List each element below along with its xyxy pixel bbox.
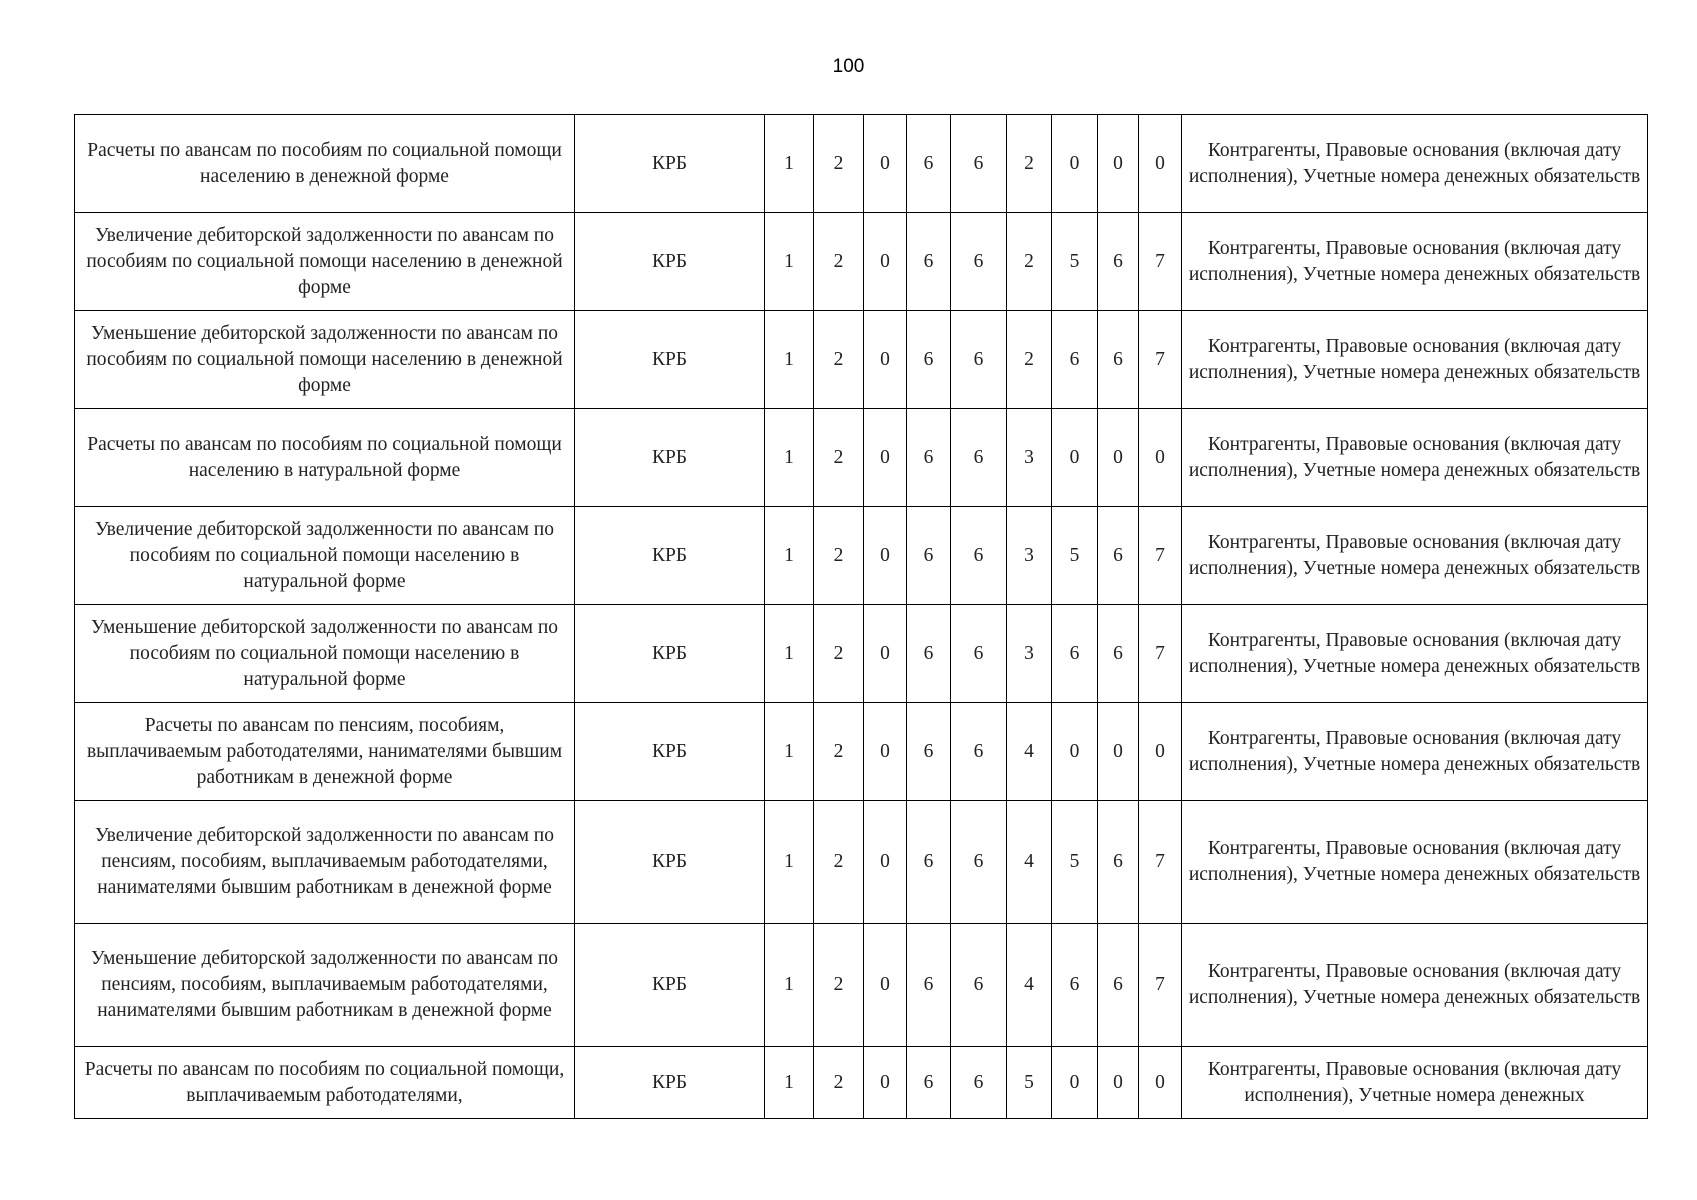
table-row xyxy=(75,115,1648,213)
digit-cell: 6 xyxy=(907,213,951,311)
digit-cell: 5 xyxy=(1052,801,1098,924)
digit-cell: 7 xyxy=(1139,801,1182,924)
digit-cell: 6 xyxy=(951,801,1007,924)
digit-cell: 6 xyxy=(1098,311,1139,409)
digit-cell: 1 xyxy=(765,213,814,311)
digit-cell: 5 xyxy=(1007,1047,1052,1119)
digit-cell: 1 xyxy=(765,115,814,213)
digit-cell: 0 xyxy=(1052,703,1098,801)
digit-cell: 0 xyxy=(1139,703,1182,801)
digit-cell: 2 xyxy=(814,605,864,703)
digit-cell: 3 xyxy=(1007,507,1052,605)
digit-cell: 2 xyxy=(814,213,864,311)
digit-cell: 6 xyxy=(907,605,951,703)
digit-cell: 6 xyxy=(1098,605,1139,703)
details-cell: Контрагенты, Правовые основания (включая дату исполнения), Учетные номера денежных обязательств xyxy=(1182,213,1648,311)
digit-cell: 6 xyxy=(951,703,1007,801)
digit-cell: 7 xyxy=(1139,605,1182,703)
digit-cell: 6 xyxy=(1098,507,1139,605)
table-row xyxy=(75,409,1648,507)
account-name-cell: Увеличение дебиторской задолженности по авансам по пособиям по социальной помощи населению в натуральной форме xyxy=(75,507,575,605)
digit-cell: 3 xyxy=(1007,605,1052,703)
digit-cell: 6 xyxy=(907,924,951,1047)
code-cell: КРБ xyxy=(575,409,765,507)
digit-cell: 0 xyxy=(864,115,907,213)
digit-cell: 1 xyxy=(765,1047,814,1119)
digit-cell: 6 xyxy=(1052,605,1098,703)
digit-cell: 6 xyxy=(1098,924,1139,1047)
details-cell: Контрагенты, Правовые основания (включая дату исполнения), Учетные номера денежных обязательств xyxy=(1182,924,1648,1047)
account-name-cell: Уменьшение дебиторской задолженности по авансам по пособиям по социальной помощи населению в денежной форме xyxy=(75,311,575,409)
digit-cell: 2 xyxy=(814,801,864,924)
digit-cell: 7 xyxy=(1139,311,1182,409)
code-cell: КРБ xyxy=(575,605,765,703)
code-cell: КРБ xyxy=(575,311,765,409)
digit-cell: 0 xyxy=(864,213,907,311)
code-cell: КРБ xyxy=(575,801,765,924)
digit-cell: 6 xyxy=(1052,311,1098,409)
digit-cell: 5 xyxy=(1052,213,1098,311)
digit-cell: 0 xyxy=(1052,1047,1098,1119)
digit-cell: 4 xyxy=(1007,924,1052,1047)
details-cell: Контрагенты, Правовые основания (включая дату исполнения), Учетные номера денежных обязательств xyxy=(1182,311,1648,409)
code-cell: КРБ xyxy=(575,1047,765,1119)
digit-cell: 6 xyxy=(907,801,951,924)
digit-cell: 0 xyxy=(864,311,907,409)
digit-cell: 0 xyxy=(1052,409,1098,507)
digit-cell: 0 xyxy=(1139,409,1182,507)
digit-cell: 6 xyxy=(951,924,1007,1047)
digit-cell: 2 xyxy=(814,507,864,605)
account-name-cell: Расчеты по авансам по пенсиям, пособиям, выплачиваемым работодателями, нанимателями бывшим работникам в денежной форме xyxy=(75,703,575,801)
digit-cell: 0 xyxy=(864,1047,907,1119)
code-cell: КРБ xyxy=(575,115,765,213)
digit-cell: 7 xyxy=(1139,213,1182,311)
digit-cell: 6 xyxy=(951,507,1007,605)
digit-cell: 2 xyxy=(814,311,864,409)
digit-cell: 0 xyxy=(864,605,907,703)
digit-cell: 6 xyxy=(907,409,951,507)
digit-cell: 6 xyxy=(951,115,1007,213)
digit-cell: 6 xyxy=(951,311,1007,409)
details-cell: Контрагенты, Правовые основания (включая дату исполнения), Учетные номера денежных обязательств xyxy=(1182,507,1648,605)
digit-cell: 6 xyxy=(951,213,1007,311)
account-name-cell: Уменьшение дебиторской задолженности по авансам по пособиям по социальной помощи населению в натуральной форме xyxy=(75,605,575,703)
account-name-cell: Расчеты по авансам по пособиям по социальной помощи, выплачиваемым работодателями, xyxy=(75,1047,575,1119)
digit-cell: 1 xyxy=(765,409,814,507)
digit-cell: 0 xyxy=(864,801,907,924)
digit-cell: 2 xyxy=(814,115,864,213)
digit-cell: 0 xyxy=(864,409,907,507)
code-cell: КРБ xyxy=(575,507,765,605)
digit-cell: 0 xyxy=(1098,115,1139,213)
account-name-cell: Уменьшение дебиторской задолженности по авансам по пенсиям, пособиям, выплачиваемым работодателями, нанимателями бывшим работникам в денежной форме xyxy=(75,924,575,1047)
digit-cell: 6 xyxy=(951,409,1007,507)
digit-cell: 2 xyxy=(814,703,864,801)
digit-cell: 1 xyxy=(765,703,814,801)
digit-cell: 6 xyxy=(907,311,951,409)
details-cell: Контрагенты, Правовые основания (включая дату исполнения), Учетные номера денежных xyxy=(1182,1047,1648,1119)
digit-cell: 0 xyxy=(864,924,907,1047)
digit-cell: 3 xyxy=(1007,409,1052,507)
page-number: 100 xyxy=(832,56,865,77)
digit-cell: 0 xyxy=(1098,1047,1139,1119)
digit-cell: 0 xyxy=(864,507,907,605)
digit-cell: 6 xyxy=(907,703,951,801)
account-name-cell: Расчеты по авансам по пособиям по социальной помощи населению в денежной форме xyxy=(75,115,575,213)
digit-cell: 2 xyxy=(1007,115,1052,213)
digit-cell: 1 xyxy=(765,605,814,703)
details-cell: Контрагенты, Правовые основания (включая дату исполнения), Учетные номера денежных обязательств xyxy=(1182,115,1648,213)
digit-cell: 2 xyxy=(1007,213,1052,311)
digit-cell: 5 xyxy=(1052,507,1098,605)
digit-cell: 2 xyxy=(814,1047,864,1119)
digit-cell: 1 xyxy=(765,924,814,1047)
code-cell: КРБ xyxy=(575,703,765,801)
details-cell: Контрагенты, Правовые основания (включая дату исполнения), Учетные номера денежных обязательств xyxy=(1182,605,1648,703)
code-cell: КРБ xyxy=(575,924,765,1047)
digit-cell: 6 xyxy=(951,1047,1007,1119)
digit-cell: 0 xyxy=(1139,1047,1182,1119)
digit-cell: 4 xyxy=(1007,801,1052,924)
accounts-table xyxy=(74,114,1648,1119)
digit-cell: 0 xyxy=(1098,409,1139,507)
code-cell: КРБ xyxy=(575,213,765,311)
digit-cell: 0 xyxy=(1098,703,1139,801)
digit-cell: 2 xyxy=(814,924,864,1047)
digit-cell: 6 xyxy=(1052,924,1098,1047)
table-row xyxy=(75,703,1648,801)
table-row xyxy=(75,924,1648,1047)
table-row xyxy=(75,507,1648,605)
account-name-cell: Расчеты по авансам по пособиям по социальной помощи населению в натуральной форме xyxy=(75,409,575,507)
account-name-cell: Увеличение дебиторской задолженности по авансам по пособиям по социальной помощи населению в денежной форме xyxy=(75,213,575,311)
digit-cell: 2 xyxy=(814,409,864,507)
table-row xyxy=(75,605,1648,703)
digit-cell: 6 xyxy=(1098,801,1139,924)
digit-cell: 0 xyxy=(864,703,907,801)
digit-cell: 0 xyxy=(1139,115,1182,213)
table-row xyxy=(75,801,1648,924)
digit-cell: 6 xyxy=(907,507,951,605)
digit-cell: 0 xyxy=(1052,115,1098,213)
digit-cell: 6 xyxy=(951,605,1007,703)
details-cell: Контрагенты, Правовые основания (включая дату исполнения), Учетные номера денежных обязательств xyxy=(1182,409,1648,507)
details-cell: Контрагенты, Правовые основания (включая дату исполнения), Учетные номера денежных обязательств xyxy=(1182,703,1648,801)
details-cell: Контрагенты, Правовые основания (включая дату исполнения), Учетные номера денежных обязательств xyxy=(1182,801,1648,924)
table-row xyxy=(75,213,1648,311)
table-row xyxy=(75,311,1648,409)
digit-cell: 1 xyxy=(765,507,814,605)
digit-cell: 7 xyxy=(1139,507,1182,605)
digit-cell: 2 xyxy=(1007,311,1052,409)
table-row xyxy=(75,1047,1648,1119)
digit-cell: 1 xyxy=(765,311,814,409)
account-name-cell: Увеличение дебиторской задолженности по авансам по пенсиям, пособиям, выплачиваемым работодателями, нанимателями бывшим работникам в денежной форме xyxy=(75,801,575,924)
digit-cell: 1 xyxy=(765,801,814,924)
digit-cell: 7 xyxy=(1139,924,1182,1047)
digit-cell: 4 xyxy=(1007,703,1052,801)
digit-cell: 6 xyxy=(1098,213,1139,311)
digit-cell: 6 xyxy=(907,115,951,213)
digit-cell: 6 xyxy=(907,1047,951,1119)
